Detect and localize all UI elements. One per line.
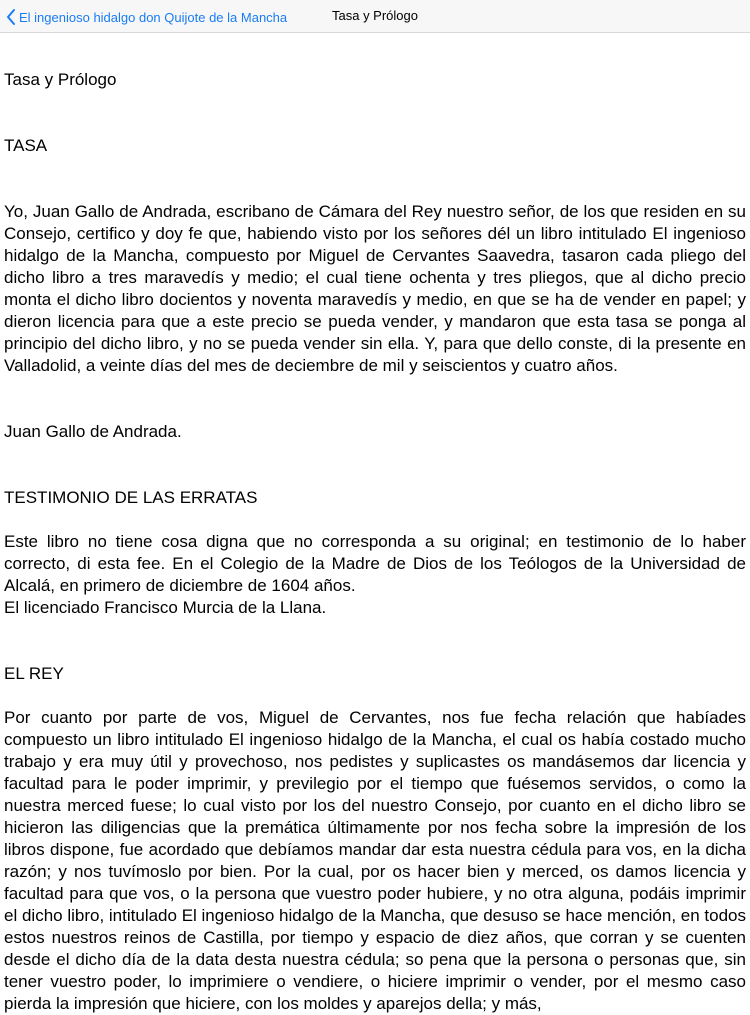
- rey-heading: EL REY: [4, 664, 64, 683]
- navigation-bar: [0, 0, 750, 33]
- document-body: [0, 33, 750, 1015]
- document-scroll-view[interactable]: [0, 33, 750, 1013]
- chevron-left-icon: [6, 9, 16, 25]
- tasa-signature: Juan Gallo de Andrada.: [4, 422, 182, 441]
- nav-title: Tasa y Prólogo: [332, 8, 418, 23]
- document-title: Tasa y Prólogo: [4, 70, 117, 89]
- tasa-paragraph: Yo, Juan Gallo de Andrada, escribano de Cámara del Rey nuestro señor, de los que residen en su Consejo, certifico y doy fe que, habiendo visto por los señores dél un libro intitulado El ingenioso hidalgo de la Mancha, compuesto por Miguel de Cervantes Saavedra, tasaron cada pliego del dicho libro a tres maravedís y medio; el cual tiene ochenta y tres pliegos, que al dicho precio monta el dicho libro docientos y noventa maravedís y medio, en que se ha de vender en papel; y dieron licencia para que a este precio se pueda vender, y mandaron que esta tasa se ponga al principio del dicho libro, y no se pueda vender sin ella. Y, para que dello conste, di la presente en Valladolid, a veinte días del mes de deciembre de mil y seiscientos y cuatro años.: [4, 202, 746, 375]
- back-button[interactable]: [6, 6, 287, 28]
- erratas-signature: El licenciado Francisco Murcia de la Llana.: [4, 598, 327, 617]
- tasa-heading: TASA: [4, 136, 48, 155]
- erratas-heading: TESTIMONIO DE LAS ERRATAS: [4, 488, 258, 507]
- back-button-label: El ingenioso hidalgo don Quijote de la Mancha: [19, 9, 288, 25]
- erratas-paragraph: Este libro no tiene cosa digna que no corresponda a su original; en testimonio de lo haber correcto, di esta fee. En el Colegio de la Madre de Dios de los Teólogos de la Universidad de Alcalá, en primero de diciembre de 1604 años.: [4, 532, 746, 595]
- rey-paragraph: Por cuanto por parte de vos, Miguel de Cervantes, nos fue fecha relación que habíades compuesto un libro intitulado El ingenioso hidalgo de la Mancha, el cual os había costado mucho trabajo y era muy útil y provechoso, nos pedistes y suplicastes os mandásemos dar licencia y facultad para le poder imprimir, y previlegio por el tiempo que fuésemos servidos, o como la nuestra merced fuese; lo cual visto por los del nuestro Consejo, por cuanto en el dicho libro se hicieron las diligencias que la premática últimamente por nos fecha sobre la impresión de los libros dispone, fue acordado que debíamos mandar dar esta nuestra cédula para vos, en la dicha razón; y nos tuvímoslo por bien. Por la cual, por os hacer bien y merced, os damos licencia y facultad para que vos, o la persona que vuestro poder hubiere, y no otra alguna, podáis imprimir el dicho libro, intitulado El ingenioso hidalgo de la Mancha, que desuso se hace mención, en todos estos nuestros reinos de Castilla, por tiempo y espacio de diez años, que corran y se cuenten desde el dicho día de la data desta nuestra cédula; so pena que la persona o personas que, sin tener vuestro poder, lo imprimiere o vendiere, o hiciere imprimir o vender, por el mesmo caso pierda la impresión que hiciere, con los moldes y aparejos della; y más,: [4, 708, 746, 1013]
